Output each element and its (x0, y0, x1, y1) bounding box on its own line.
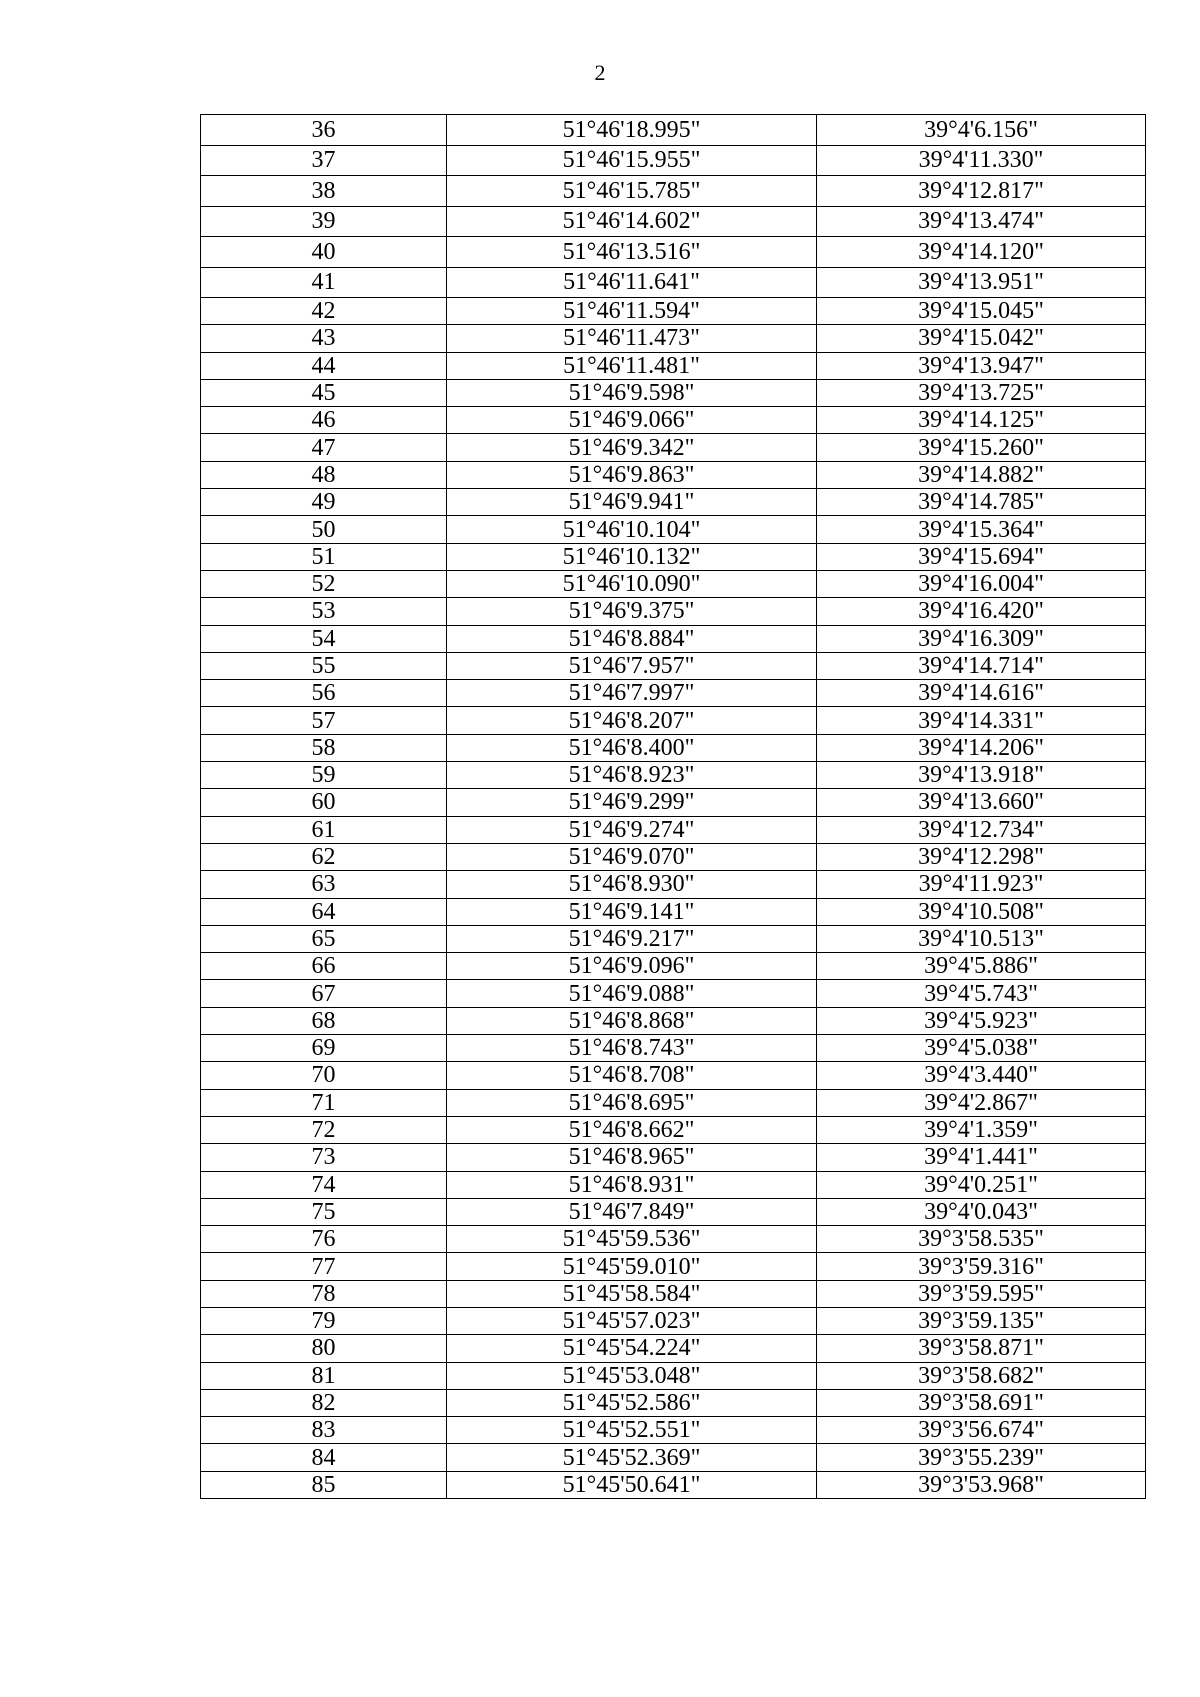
latitude-cell: 51°46'9.070" (447, 843, 817, 870)
point-number-cell: 85 (201, 1471, 447, 1498)
latitude-cell: 51°46'9.066" (447, 407, 817, 434)
point-number-cell: 49 (201, 489, 447, 516)
latitude-cell: 51°46'13.516" (447, 237, 817, 268)
latitude-cell: 51°46'8.884" (447, 625, 817, 652)
page-number: 2 (594, 60, 606, 85)
point-number-cell: 56 (201, 680, 447, 707)
longitude-cell: 39°4'10.508" (817, 898, 1146, 925)
longitude-cell: 39°3'58.682" (817, 1362, 1146, 1389)
table-row (201, 1417, 1146, 1444)
point-number-cell: 79 (201, 1307, 447, 1334)
table-row (201, 1226, 1146, 1253)
latitude-cell: 51°46'11.481" (447, 352, 817, 379)
point-number-cell: 41 (201, 267, 447, 298)
latitude-cell: 51°46'7.849" (447, 1198, 817, 1225)
point-number-cell: 80 (201, 1335, 447, 1362)
table-row (201, 489, 1146, 516)
latitude-cell: 51°46'11.594" (447, 298, 817, 325)
table-row (201, 734, 1146, 761)
latitude-cell: 51°46'9.375" (447, 598, 817, 625)
latitude-cell: 51°45'59.536" (447, 1226, 817, 1253)
table-row (201, 816, 1146, 843)
point-number-cell: 47 (201, 434, 447, 461)
latitude-cell: 51°46'11.473" (447, 325, 817, 352)
point-number-cell: 53 (201, 598, 447, 625)
latitude-cell: 51°46'18.995" (447, 115, 817, 146)
longitude-cell: 39°4'15.042" (817, 325, 1146, 352)
point-number-cell: 84 (201, 1444, 447, 1471)
latitude-cell: 51°46'9.598" (447, 379, 817, 406)
latitude-cell: 51°46'9.217" (447, 925, 817, 952)
table-row (201, 237, 1146, 268)
longitude-cell: 39°4'5.038" (817, 1035, 1146, 1062)
table-row (201, 953, 1146, 980)
table-row (201, 652, 1146, 679)
point-number-cell: 59 (201, 762, 447, 789)
latitude-cell: 51°46'15.955" (447, 145, 817, 176)
longitude-cell: 39°4'12.734" (817, 816, 1146, 843)
table-row (201, 898, 1146, 925)
point-number-cell: 44 (201, 352, 447, 379)
latitude-cell: 51°46'8.930" (447, 871, 817, 898)
point-number-cell: 69 (201, 1035, 447, 1062)
table-row (201, 298, 1146, 325)
longitude-cell: 39°4'14.785" (817, 489, 1146, 516)
point-number-cell: 62 (201, 843, 447, 870)
table-row (201, 1471, 1146, 1498)
table-row (201, 789, 1146, 816)
table-row (201, 543, 1146, 570)
longitude-cell: 39°4'16.420" (817, 598, 1146, 625)
table-row (201, 625, 1146, 652)
longitude-cell: 39°4'5.923" (817, 1007, 1146, 1034)
longitude-cell: 39°4'13.725" (817, 379, 1146, 406)
table-row (201, 267, 1146, 298)
table-row (201, 352, 1146, 379)
latitude-cell: 51°46'9.274" (447, 816, 817, 843)
longitude-cell: 39°4'12.298" (817, 843, 1146, 870)
point-number-cell: 72 (201, 1116, 447, 1143)
latitude-cell: 51°46'9.141" (447, 898, 817, 925)
latitude-cell: 51°46'9.342" (447, 434, 817, 461)
longitude-cell: 39°4'5.743" (817, 980, 1146, 1007)
table-row (201, 461, 1146, 488)
longitude-cell: 39°4'14.714" (817, 652, 1146, 679)
table-row (201, 680, 1146, 707)
longitude-cell: 39°3'59.595" (817, 1280, 1146, 1307)
point-number-cell: 36 (201, 115, 447, 146)
table-row (201, 843, 1146, 870)
table-row (201, 1389, 1146, 1416)
latitude-cell: 51°46'8.931" (447, 1171, 817, 1198)
point-number-cell: 46 (201, 407, 447, 434)
longitude-cell: 39°4'11.330" (817, 145, 1146, 176)
point-number-cell: 78 (201, 1280, 447, 1307)
longitude-cell: 39°4'15.694" (817, 543, 1146, 570)
table-row (201, 1062, 1146, 1089)
point-number-cell: 83 (201, 1417, 447, 1444)
longitude-cell: 39°4'13.947" (817, 352, 1146, 379)
latitude-cell: 51°46'8.868" (447, 1007, 817, 1034)
latitude-cell: 51°45'53.048" (447, 1362, 817, 1389)
longitude-cell: 39°4'0.043" (817, 1198, 1146, 1225)
latitude-cell: 51°46'15.785" (447, 176, 817, 207)
longitude-cell: 39°4'3.440" (817, 1062, 1146, 1089)
point-number-cell: 70 (201, 1062, 447, 1089)
point-number-cell: 73 (201, 1144, 447, 1171)
point-number-cell: 58 (201, 734, 447, 761)
longitude-cell: 39°4'14.125" (817, 407, 1146, 434)
longitude-cell: 39°4'0.251" (817, 1171, 1146, 1198)
longitude-cell: 39°3'59.316" (817, 1253, 1146, 1280)
point-number-cell: 57 (201, 707, 447, 734)
point-number-cell: 71 (201, 1089, 447, 1116)
table-row (201, 1280, 1146, 1307)
table-row (201, 1444, 1146, 1471)
table-row (201, 1335, 1146, 1362)
longitude-cell: 39°4'15.260" (817, 434, 1146, 461)
latitude-cell: 51°45'59.010" (447, 1253, 817, 1280)
table-row (201, 145, 1146, 176)
longitude-cell: 39°4'5.886" (817, 953, 1146, 980)
latitude-cell: 51°46'9.088" (447, 980, 817, 1007)
table-row (201, 115, 1146, 146)
longitude-cell: 39°4'6.156" (817, 115, 1146, 146)
table-row (201, 379, 1146, 406)
latitude-cell: 51°45'54.224" (447, 1335, 817, 1362)
point-number-cell: 51 (201, 543, 447, 570)
table-row (201, 407, 1146, 434)
latitude-cell: 51°46'11.641" (447, 267, 817, 298)
longitude-cell: 39°3'58.535" (817, 1226, 1146, 1253)
longitude-cell: 39°4'1.441" (817, 1144, 1146, 1171)
latitude-cell: 51°46'7.997" (447, 680, 817, 707)
longitude-cell: 39°4'15.045" (817, 298, 1146, 325)
latitude-cell: 51°46'9.096" (447, 953, 817, 980)
longitude-cell: 39°3'56.674" (817, 1417, 1146, 1444)
latitude-cell: 51°45'57.023" (447, 1307, 817, 1334)
point-number-cell: 64 (201, 898, 447, 925)
coordinates-table (200, 114, 1146, 1499)
point-number-cell: 76 (201, 1226, 447, 1253)
point-number-cell: 65 (201, 925, 447, 952)
point-number-cell: 75 (201, 1198, 447, 1225)
latitude-cell: 51°46'14.602" (447, 206, 817, 237)
point-number-cell: 82 (201, 1389, 447, 1416)
table-row (201, 980, 1146, 1007)
point-number-cell: 60 (201, 789, 447, 816)
longitude-cell: 39°3'58.871" (817, 1335, 1146, 1362)
table-row (201, 1007, 1146, 1034)
point-number-cell: 55 (201, 652, 447, 679)
longitude-cell: 39°3'53.968" (817, 1471, 1146, 1498)
table-row (201, 570, 1146, 597)
point-number-cell: 74 (201, 1171, 447, 1198)
latitude-cell: 51°46'8.923" (447, 762, 817, 789)
point-number-cell: 39 (201, 206, 447, 237)
longitude-cell: 39°4'11.923" (817, 871, 1146, 898)
point-number-cell: 66 (201, 953, 447, 980)
table-row (201, 1116, 1146, 1143)
table-row (201, 1198, 1146, 1225)
longitude-cell: 39°4'14.206" (817, 734, 1146, 761)
point-number-cell: 54 (201, 625, 447, 652)
longitude-cell: 39°4'13.474" (817, 206, 1146, 237)
point-number-cell: 45 (201, 379, 447, 406)
point-number-cell: 48 (201, 461, 447, 488)
table-row (201, 1253, 1146, 1280)
latitude-cell: 51°46'8.743" (447, 1035, 817, 1062)
point-number-cell: 37 (201, 145, 447, 176)
latitude-cell: 51°46'7.957" (447, 652, 817, 679)
latitude-cell: 51°46'8.662" (447, 1116, 817, 1143)
table-row (201, 1035, 1146, 1062)
longitude-cell: 39°4'13.660" (817, 789, 1146, 816)
longitude-cell: 39°4'16.309" (817, 625, 1146, 652)
table-row (201, 1307, 1146, 1334)
point-number-cell: 77 (201, 1253, 447, 1280)
latitude-cell: 51°46'9.941" (447, 489, 817, 516)
table-row (201, 176, 1146, 207)
coordinates-table-body (201, 115, 1146, 1499)
longitude-cell: 39°4'14.120" (817, 237, 1146, 268)
longitude-cell: 39°4'16.004" (817, 570, 1146, 597)
table-row (201, 1089, 1146, 1116)
latitude-cell: 51°45'52.369" (447, 1444, 817, 1471)
latitude-cell: 51°46'8.708" (447, 1062, 817, 1089)
table-row (201, 598, 1146, 625)
table-row (201, 707, 1146, 734)
table-row (201, 516, 1146, 543)
longitude-cell: 39°4'14.882" (817, 461, 1146, 488)
longitude-cell: 39°4'10.513" (817, 925, 1146, 952)
table-row (201, 1144, 1146, 1171)
latitude-cell: 51°46'8.965" (447, 1144, 817, 1171)
point-number-cell: 67 (201, 980, 447, 1007)
latitude-cell: 51°45'50.641" (447, 1471, 817, 1498)
point-number-cell: 40 (201, 237, 447, 268)
point-number-cell: 50 (201, 516, 447, 543)
table-row (201, 762, 1146, 789)
longitude-cell: 39°4'14.331" (817, 707, 1146, 734)
latitude-cell: 51°46'9.863" (447, 461, 817, 488)
longitude-cell: 39°4'14.616" (817, 680, 1146, 707)
latitude-cell: 51°46'8.400" (447, 734, 817, 761)
longitude-cell: 39°4'13.951" (817, 267, 1146, 298)
table-row (201, 1362, 1146, 1389)
table-row (201, 434, 1146, 461)
table-row (201, 325, 1146, 352)
longitude-cell: 39°3'59.135" (817, 1307, 1146, 1334)
latitude-cell: 51°45'52.586" (447, 1389, 817, 1416)
table-row (201, 925, 1146, 952)
longitude-cell: 39°4'15.364" (817, 516, 1146, 543)
longitude-cell: 39°4'13.918" (817, 762, 1146, 789)
latitude-cell: 51°45'58.584" (447, 1280, 817, 1307)
latitude-cell: 51°46'10.104" (447, 516, 817, 543)
table-row (201, 206, 1146, 237)
table-row (201, 1171, 1146, 1198)
latitude-cell: 51°46'9.299" (447, 789, 817, 816)
latitude-cell: 51°46'8.207" (447, 707, 817, 734)
point-number-cell: 52 (201, 570, 447, 597)
point-number-cell: 81 (201, 1362, 447, 1389)
latitude-cell: 51°46'8.695" (447, 1089, 817, 1116)
latitude-cell: 51°46'10.090" (447, 570, 817, 597)
latitude-cell: 51°46'10.132" (447, 543, 817, 570)
table-row (201, 871, 1146, 898)
longitude-cell: 39°3'55.239" (817, 1444, 1146, 1471)
point-number-cell: 38 (201, 176, 447, 207)
longitude-cell: 39°3'58.691" (817, 1389, 1146, 1416)
point-number-cell: 68 (201, 1007, 447, 1034)
point-number-cell: 43 (201, 325, 447, 352)
point-number-cell: 61 (201, 816, 447, 843)
latitude-cell: 51°45'52.551" (447, 1417, 817, 1444)
point-number-cell: 63 (201, 871, 447, 898)
longitude-cell: 39°4'2.867" (817, 1089, 1146, 1116)
longitude-cell: 39°4'12.817" (817, 176, 1146, 207)
longitude-cell: 39°4'1.359" (817, 1116, 1146, 1143)
point-number-cell: 42 (201, 298, 447, 325)
